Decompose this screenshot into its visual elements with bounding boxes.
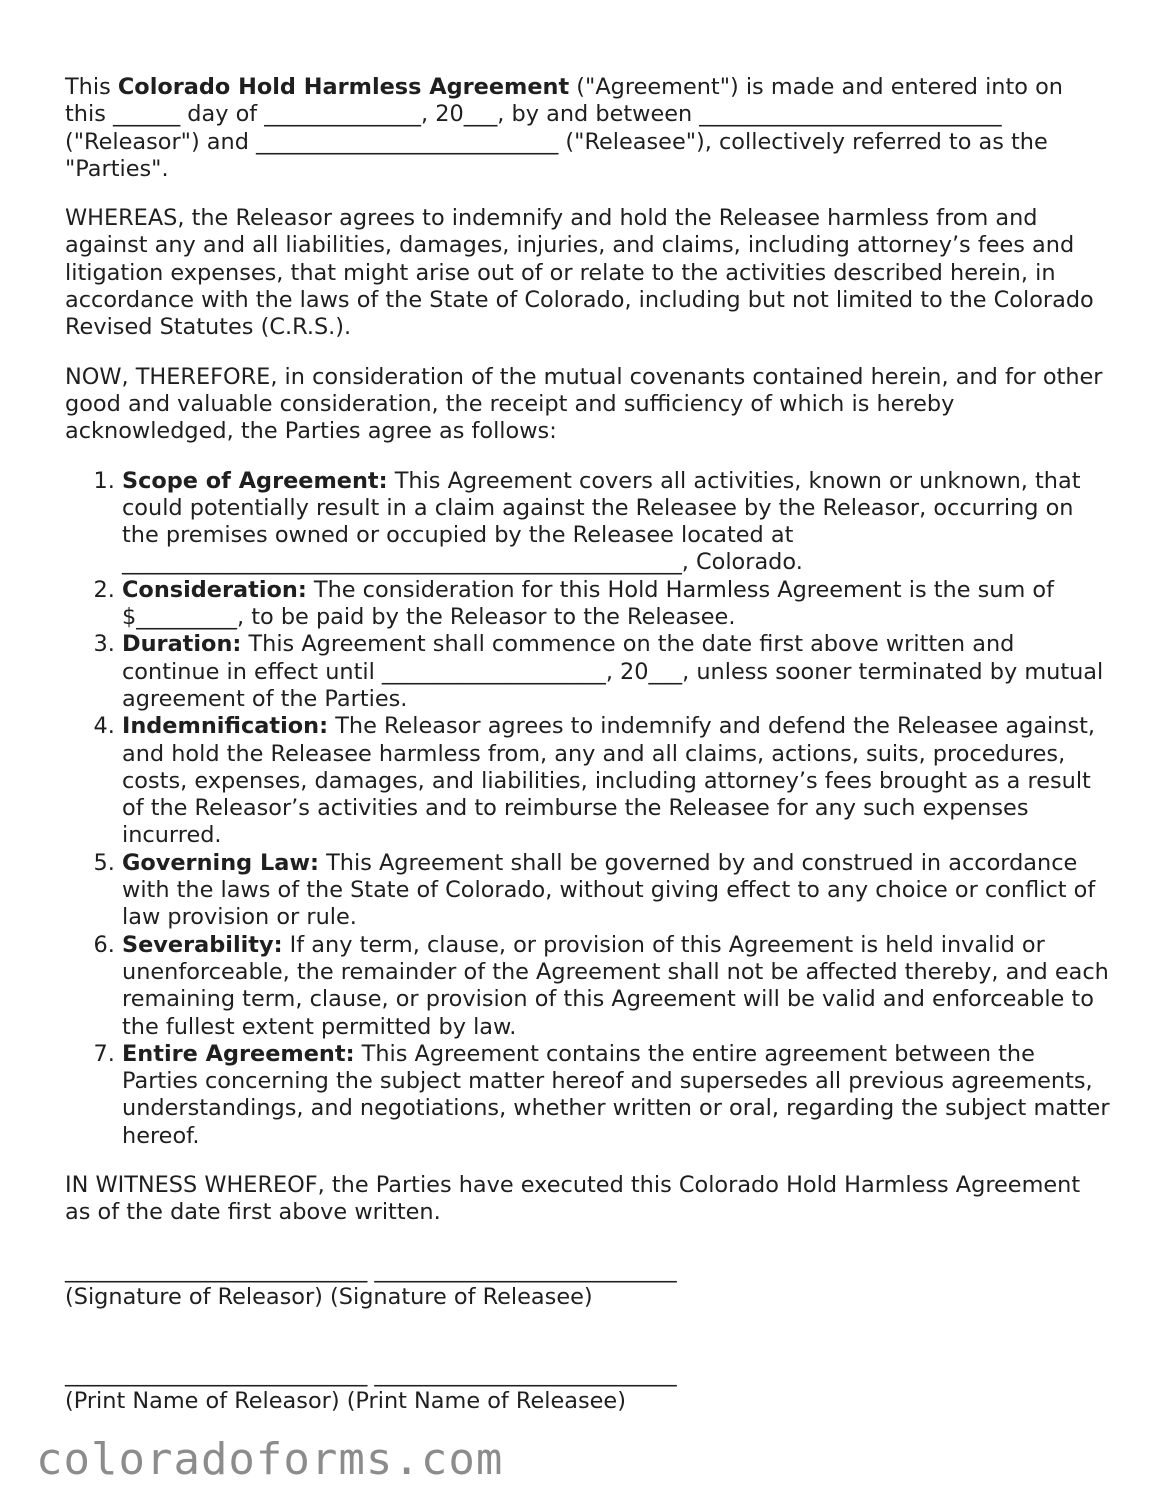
clause-heading: Scope of Agreement: xyxy=(122,467,388,494)
whereas-paragraph: WHEREAS, the Releasor agrees to indemnify and hold the Releasee harmless from and against any and all liabilities, damages, injuries, and claims, including attorney’s fees and litigation expenses, that might arise out of or relate to the activities described herein, in accordance with the laws of the State of Colorado, including but not limited to the Colorado Revised Statutes (C.R.S.). xyxy=(65,205,1094,341)
clause-text: This Agreement shall be governed by and construed in accordance with the laws of the State of Colorado, without giving effect to any choice or conflict of law provision or rule. xyxy=(122,849,1096,931)
clause-text: This Agreement contains the entire agreement between the Parties concerning the subject matter hereof and supersedes all previous agreements, understandings, and negotiations, whether written or oral, regarding the subject matter hereof. xyxy=(122,1040,1110,1149)
witness-paragraph: IN WITNESS WHEREOF, the Parties have executed this Colorado Hold Harmless Agreement as of the date first above written. xyxy=(65,1171,1081,1226)
clause-text: This Agreement covers all activities, known or unknown, that could potentially result in a claim against the Releasee by the Releasor, occurring on the premises owned or occupied by the Releasee located at __________________________________________________, Colorado. xyxy=(122,467,1081,576)
clause-text: If any term, clause, or provision of this Agreement is held invalid or unenforceable, the remainder of the Agreement shall not be affected thereby, and each remaining term, clause, or provision of this Agreement will be valid and enforceable to the fullest extent permitted by law. xyxy=(122,931,1109,1040)
intro-text-start: This xyxy=(65,74,118,100)
clause-governing-law xyxy=(122,850,1110,932)
clause-heading: Duration: xyxy=(122,631,242,658)
print-name-labels: (Print Name of Releasor) (Print Name of Releasee) xyxy=(65,1388,626,1415)
now-therefore-paragraph: NOW, THEREFORE, in consideration of the mutual covenants contained herein, and for other good and valuable consideration, the receipt and sufficiency of which is hereby acknowledged, the Parties agree as follows: xyxy=(65,363,1103,445)
clause-heading: Consideration: xyxy=(122,576,307,603)
clause-text: The Releasor agrees to indemnify and defend the Releasee against, and hold the Releasee harmless from, any and all claims, actions, suits, procedures, costs, expenses, damages, and liabilities, including attorney’s fees brought as a result of the Releasor’s activities and to reimburse the Releasee for any such expenses incurred. xyxy=(122,713,1096,849)
clause-text: This Agreement shall commence on the date first above written and continue in effect until ____________________, 20___, unless sooner terminated by mutual agreement of the Parties. xyxy=(122,631,1104,712)
print-name-lines: ___________________________ ___________________________ xyxy=(65,1361,677,1388)
clause-scope xyxy=(122,468,1110,577)
clause-entire-agreement xyxy=(122,1041,1110,1150)
watermark-text: coloradoforms.com xyxy=(36,1434,504,1485)
clause-heading: Indemnification: xyxy=(122,713,329,740)
signature-labels: (Signature of Releasor) (Signature of Releasee) xyxy=(65,1283,593,1310)
intro-text-rest: ("Agreement") is made and entered into on this ______ day of ______________, 20___, by and between ___________________________ ("Releasor") and ___________________________ ("Releasee"), collectively referred to as the "Parties". xyxy=(65,74,1063,182)
agreement-title: Colorado Hold Harmless Agreement xyxy=(117,74,570,100)
clause-text: The consideration for this Hold Harmless Agreement is the sum of $_________, to be paid by the Releasor to the Releasee. xyxy=(122,576,1054,631)
signature-block xyxy=(65,1257,1110,1416)
clause-duration xyxy=(122,631,1110,713)
clause-consideration xyxy=(122,577,1110,632)
agreement-document xyxy=(65,74,1110,1416)
intro-paragraph xyxy=(65,74,1110,183)
clause-severability xyxy=(122,932,1110,1041)
clause-heading: Severability: xyxy=(122,931,283,958)
signature-lines: ___________________________ ___________________________ xyxy=(65,1256,677,1283)
clause-list xyxy=(65,468,1110,1150)
clause-heading: Governing Law: xyxy=(122,849,319,876)
signature-spacer xyxy=(65,1311,1110,1361)
clause-heading: Entire Agreement: xyxy=(122,1040,355,1067)
clause-indemnification xyxy=(122,713,1110,849)
